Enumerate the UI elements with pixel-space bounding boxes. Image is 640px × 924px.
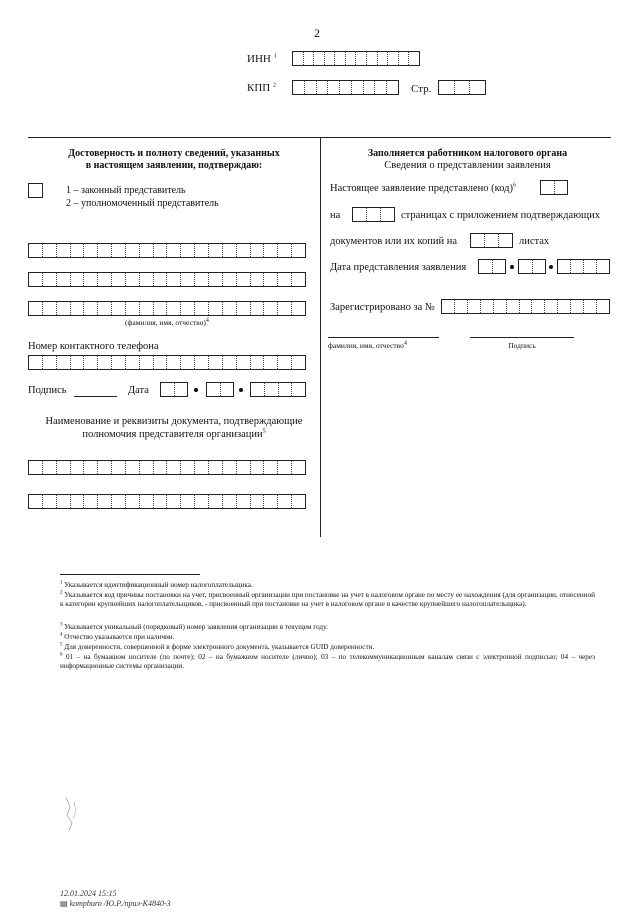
pages-count-cells[interactable] bbox=[352, 207, 395, 222]
left-title-2: в настоящем заявлении, подтверждаю: bbox=[85, 160, 263, 171]
footnote-3: $^3$ Указывается уникальный (порядковый) номер заявления организации в текущем году. bbox=[60, 622, 328, 631]
page-number: 2 bbox=[314, 26, 320, 40]
staff-fio-caption: фамилия, имя, отчество$^4$ bbox=[328, 340, 407, 350]
doc-cells-row-2[interactable] bbox=[28, 494, 306, 509]
staff-signature-caption: Подпись bbox=[508, 341, 536, 350]
phone-label: Номер контактного телефона bbox=[28, 341, 159, 352]
submitted-code-label: Настоящее заявление представлено (код)$^6$ bbox=[330, 182, 516, 194]
footnote-6: $^6$ 01 – на бумажном носителе (по почте); 02 – на бумажном носителе (лично); 03 – по телекоммуникационным каналам связи с электронной подписью; 04 – через информационные системы организации. bbox=[60, 652, 596, 670]
date-separator-dot bbox=[510, 265, 514, 269]
date-submitted-label: Дата представления заявления bbox=[330, 262, 467, 273]
representative-type-box[interactable] bbox=[28, 183, 43, 198]
signature-label: Подпись bbox=[28, 385, 67, 396]
footnote-5: $^5$ Для доверенности, совершенной в форме электронного документа, указывается GUID доверенности. bbox=[60, 642, 375, 651]
footnote-4: $^4$ Отчество указывается при наличии. bbox=[60, 632, 175, 641]
signature-line[interactable] bbox=[74, 396, 117, 397]
kpp-label: КПП $^2$ bbox=[247, 82, 276, 94]
date-month-cells[interactable] bbox=[206, 382, 234, 397]
scan-mark bbox=[62, 795, 84, 835]
inn-cells[interactable] bbox=[292, 51, 420, 66]
page-cells[interactable] bbox=[438, 80, 486, 95]
submitted-code-cells[interactable] bbox=[540, 180, 568, 195]
option-authorized-rep: 2 – уполномоченный представитель bbox=[66, 198, 219, 209]
stamp-ref: ▤ kompburo /Ю.Р./прил-К4840-3 bbox=[60, 899, 171, 908]
date-year-cells[interactable] bbox=[250, 382, 306, 397]
doc-title-1: Наименование и реквизиты документа, подтверждающие bbox=[45, 416, 303, 427]
page-label: Стр. bbox=[411, 83, 432, 95]
footnote-1: $^1$ Указывается идентификационный номер налогоплательщика. bbox=[60, 580, 253, 589]
date-separator-dot bbox=[194, 388, 198, 392]
sheets-count-cells[interactable] bbox=[470, 233, 513, 248]
docs-text: документов или их копий на bbox=[330, 236, 458, 247]
pages-text: страницах с приложением подтверждающих bbox=[401, 210, 600, 221]
center-divider bbox=[320, 137, 321, 537]
fio-cells-row-3[interactable] bbox=[28, 301, 306, 316]
fio-cells-row-2[interactable] bbox=[28, 272, 306, 287]
staff-signature-line[interactable] bbox=[470, 337, 574, 338]
doc-cells-row-1[interactable] bbox=[28, 460, 306, 475]
fio-caption: (фамилия, имя, отчество)$^4$ bbox=[125, 317, 209, 327]
date-separator-dot bbox=[549, 265, 553, 269]
right-title-2: Сведения о представлении заявления bbox=[384, 160, 551, 171]
fio-cells-row-1[interactable] bbox=[28, 243, 306, 258]
date-label: Дата bbox=[128, 385, 149, 396]
option-legal-rep: 1 – законный представитель bbox=[66, 185, 186, 196]
inn-label: ИНН $^1$ bbox=[247, 53, 277, 65]
on-label: на bbox=[330, 210, 341, 221]
phone-cells[interactable] bbox=[28, 355, 306, 370]
right-title-1: Заполняется работником налогового органа bbox=[367, 148, 568, 159]
registered-number-cells[interactable] bbox=[441, 299, 610, 314]
doc-title-2: полномочия представителя организации$^5$ bbox=[82, 428, 266, 440]
sheets-label: листах bbox=[519, 236, 550, 247]
left-title-1: Достоверность и полноту сведений, указанных bbox=[68, 148, 280, 159]
staff-fio-line[interactable] bbox=[328, 337, 439, 338]
registered-label: Зарегистрировано за № bbox=[330, 302, 435, 313]
submit-month-cells[interactable] bbox=[518, 259, 546, 274]
stamp-datetime: 12.01.2024 15:15 bbox=[60, 889, 117, 898]
date-separator-dot bbox=[239, 388, 243, 392]
footnote-2: $^2$ Указывается код причины постановки на учет, присвоенный организации при постановке на учет в налоговом органе по месту ее нахождения (для организации, отнесенной к категории крупнейших налогоплательщиков, - присвоенный при постановке на учет в налоговом органе в качестве крупнейшего налогоплательщика). bbox=[60, 590, 596, 608]
kpp-cells[interactable] bbox=[292, 80, 399, 95]
submit-day-cells[interactable] bbox=[478, 259, 506, 274]
footnote-rule bbox=[60, 574, 200, 575]
document-icon: ▤ bbox=[60, 899, 68, 908]
date-day-cells[interactable] bbox=[160, 382, 188, 397]
submit-year-cells[interactable] bbox=[557, 259, 610, 274]
